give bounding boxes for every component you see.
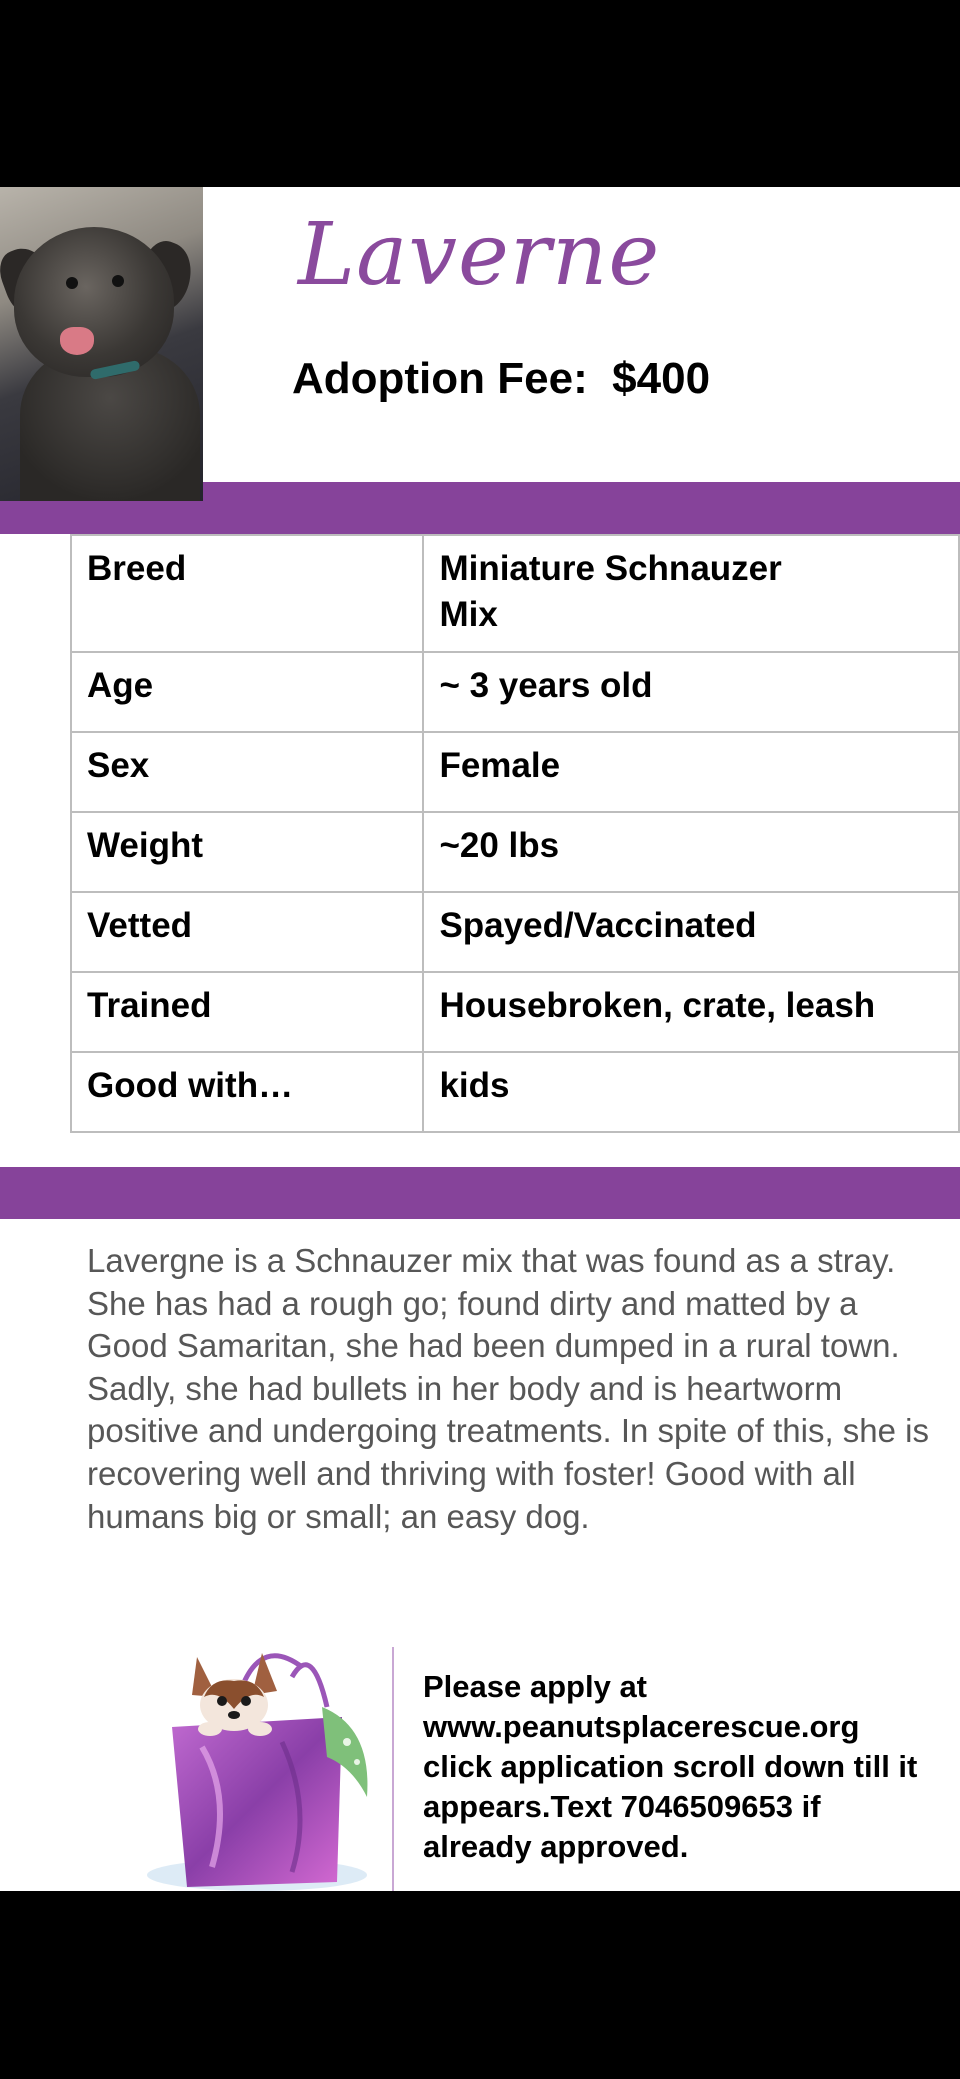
apply-line: appears.Text 7046509653 if [423, 1789, 821, 1824]
dog-eye-right [112, 275, 124, 287]
detail-value: Spayed/Vaccinated [423, 892, 959, 972]
footer-divider [392, 1647, 394, 1891]
accent-bar-middle [0, 1167, 960, 1219]
table-row [71, 972, 959, 1052]
chihuahua-in-bag-logo [142, 1647, 382, 1891]
table-row [71, 812, 959, 892]
detail-value: Miniature Schnauzer Mix [423, 535, 959, 652]
dog-name: Laverne [298, 205, 661, 305]
apply-line: already approved. [423, 1829, 689, 1864]
detail-value: kids [423, 1052, 959, 1132]
table-row [71, 652, 959, 732]
details-table [70, 534, 960, 1133]
dog-photo [0, 187, 203, 501]
detail-value: ~ 3 years old [423, 652, 959, 732]
application-instructions [423, 1667, 943, 1867]
adoption-flyer [0, 187, 960, 1891]
detail-label: Trained [71, 972, 423, 1052]
table-row [71, 732, 959, 812]
apply-line: Please apply at [423, 1669, 648, 1704]
detail-value: Housebroken, crate, leash [423, 972, 959, 1052]
table-row [71, 535, 959, 652]
dog-eye-left [66, 277, 78, 289]
detail-value: ~20 lbs [423, 812, 959, 892]
apply-line: click application scroll down till it [423, 1749, 918, 1784]
detail-label: Sex [71, 732, 423, 812]
detail-label: Age [71, 652, 423, 732]
detail-label: Breed [71, 535, 423, 652]
detail-value: Female [423, 732, 959, 812]
detail-label: Vetted [71, 892, 423, 972]
adoption-fee: Adoption Fee: $400 [292, 354, 711, 403]
dog-tongue [60, 327, 94, 355]
apply-line: www.peanutsplacerescue.org [423, 1709, 860, 1744]
table-row [71, 1052, 959, 1132]
detail-label: Good with… [71, 1052, 423, 1132]
table-row [71, 892, 959, 972]
dog-head-shape [14, 227, 174, 377]
detail-label: Weight [71, 812, 423, 892]
dog-description: Lavergne is a Schnauzer mix that was found as a stray. She has had a rough go; found dirty and matted by a Good Samaritan, she had been dumped in a rural town. Sadly, she had bullets in her body and is heartworm positive and undergoing treatments. In spite of this, she is recovering well and thriving with foster! Good with all humans big or small; an easy dog. [87, 1242, 929, 1535]
